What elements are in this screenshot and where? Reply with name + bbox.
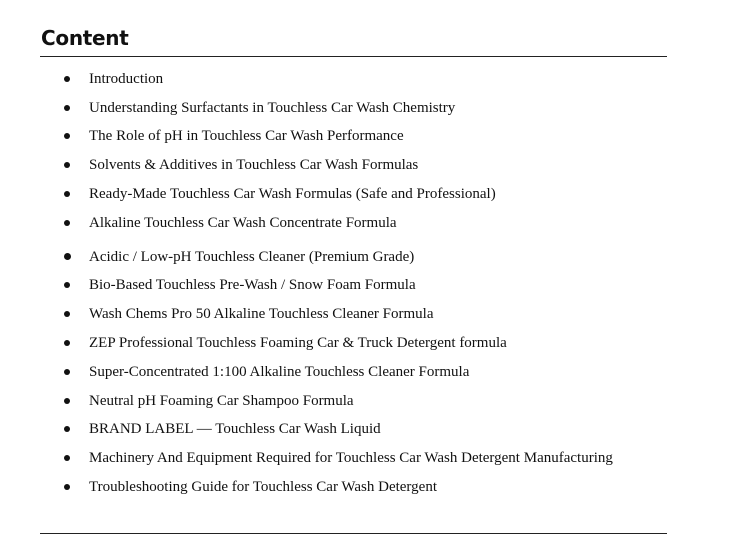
bullet-icon xyxy=(64,133,70,139)
toc-item-label: The Role of pH in Touchless Car Wash Performance xyxy=(89,128,404,144)
toc-item[interactable] xyxy=(64,70,704,90)
toc-item-label: Super-Concentrated 1:100 Alkaline Touchless Cleaner Formula xyxy=(89,364,470,380)
bullet-icon xyxy=(64,282,70,288)
toc-item-label: ZEP Professional Touchless Foaming Car & Truck Detergent formula xyxy=(89,335,507,351)
toc-item-label: Machinery And Equipment Required for Touchless Car Wash Detergent Manufacturing xyxy=(89,450,613,466)
toc-item[interactable] xyxy=(64,156,704,176)
bullet-icon xyxy=(64,369,70,375)
toc-item[interactable] xyxy=(64,363,704,383)
toc-item[interactable] xyxy=(64,420,704,440)
bullet-icon xyxy=(64,311,70,317)
toc-item-label: Troubleshooting Guide for Touchless Car Wash Detergent xyxy=(89,479,437,495)
bullet-icon xyxy=(64,220,70,226)
bullet-icon xyxy=(64,191,70,197)
bullet-icon xyxy=(64,105,70,111)
toc-item-label: Understanding Surfactants in Touchless Car Wash Chemistry xyxy=(89,100,456,116)
toc-item[interactable] xyxy=(64,214,704,234)
toc-item-label: BRAND LABEL — Touchless Car Wash Liquid xyxy=(89,421,381,437)
bullet-icon xyxy=(64,76,70,82)
toc-item[interactable] xyxy=(64,127,704,147)
toc-item-label: Ready-Made Touchless Car Wash Formulas (Safe and Professional) xyxy=(89,186,496,202)
toc-item[interactable] xyxy=(64,334,704,354)
toc-item-label: Acidic / Low-pH Touchless Cleaner (Premium Grade) xyxy=(89,249,415,265)
toc-item[interactable] xyxy=(64,305,704,325)
bullet-icon xyxy=(64,253,71,260)
toc-item[interactable] xyxy=(64,99,704,119)
bullet-icon xyxy=(64,455,70,461)
toc-item-label: Solvents & Additives in Touchless Car Wash Formulas xyxy=(89,157,419,173)
bullet-icon xyxy=(64,340,70,346)
page-title: Content xyxy=(41,26,129,50)
toc-item-label: Alkaline Touchless Car Wash Concentrate Formula xyxy=(89,215,397,231)
toc-item[interactable] xyxy=(64,185,704,205)
toc-item[interactable] xyxy=(64,276,704,296)
toc-item[interactable] xyxy=(64,248,704,268)
bullet-icon xyxy=(64,484,70,490)
top-divider xyxy=(40,56,667,57)
toc-item[interactable] xyxy=(64,392,704,412)
bullet-icon xyxy=(64,426,70,432)
bullet-icon xyxy=(64,162,70,168)
toc-item-label: Wash Chems Pro 50 Alkaline Touchless Cleaner Formula xyxy=(89,306,434,322)
toc-item[interactable] xyxy=(64,478,704,498)
toc-item-label: Bio-Based Touchless Pre-Wash / Snow Foam Formula xyxy=(89,277,416,293)
toc-item-label: Introduction xyxy=(89,71,164,87)
bottom-divider xyxy=(40,533,667,534)
bullet-icon xyxy=(64,398,70,404)
toc-item[interactable] xyxy=(64,449,704,469)
toc-item-label: Neutral pH Foaming Car Shampoo Formula xyxy=(89,393,354,409)
